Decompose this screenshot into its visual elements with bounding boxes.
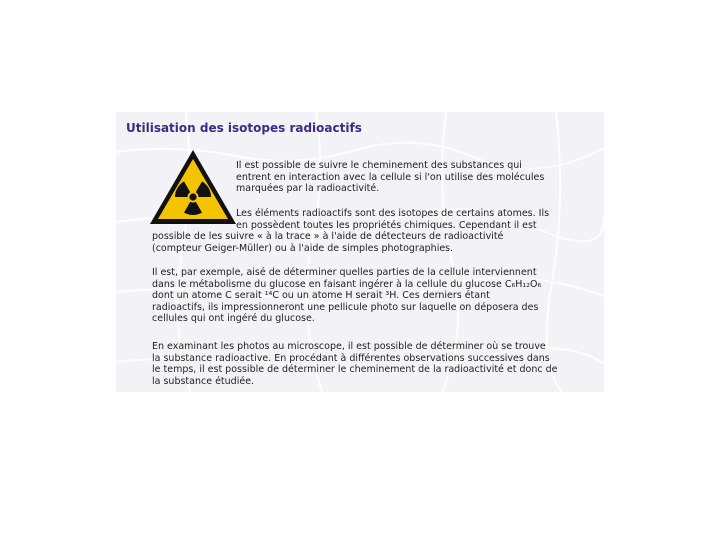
radiation-warning-icon — [148, 148, 238, 226]
text-line: entrent en interaction avec la cellule si l'on utilise des molécules — [236, 171, 545, 183]
paragraph-2-start — [236, 208, 581, 231]
text-line: la substance étudiée. — [152, 375, 255, 387]
text-line: dans le métabolisme du glucose en faisant ingérer à la cellule du glucose C₆H₁₂O₆ — [152, 278, 542, 290]
text-line: cellules qui ont ingéré du glucose. — [152, 313, 315, 325]
paragraph-4 — [152, 341, 577, 387]
text-line: possible de les suivre « à la trace » à l'aide de détecteurs de radioactivité — [152, 231, 504, 242]
text-line: la substance radioactive. En procédant à différentes observations successives dans — [152, 352, 550, 364]
text-line: en possèdent toutes les propriétés chimiques. Cependant il est — [236, 219, 537, 231]
text-line: le temps, il est possible de déterminer le cheminement de la radioactivité et donc de — [152, 364, 558, 376]
text-line: En examinant les photos au microscope, il est possible de déterminer où se trouve — [152, 341, 546, 352]
document-panel — [116, 112, 604, 392]
text-line: marquées par la radioactivité. — [236, 183, 380, 195]
text-line: radioactifs, ils impressionneront une pellicule photo sur laquelle on déposera des — [152, 301, 539, 313]
paragraph-1 — [236, 160, 566, 195]
text-line: Les éléments radioactifs sont des isotopes de certains atomes. Ils — [236, 208, 550, 219]
text-line: Il est, par exemple, aisé de déterminer quelles parties de la cellule interviennent — [152, 267, 537, 278]
paragraph-3 — [152, 267, 572, 325]
paragraph-2-end — [152, 231, 582, 254]
text-line: Il est possible de suivre le cheminement des substances qui — [236, 160, 522, 171]
page-title: Utilisation des isotopes radioactifs — [126, 121, 362, 135]
text-line: dont un atome C serait ¹⁴C ou un atome H serait ³H. Ces derniers étant — [152, 290, 490, 302]
text-line: (compteur Geiger-Müller) ou à l'aide de simples photographies. — [152, 242, 454, 254]
